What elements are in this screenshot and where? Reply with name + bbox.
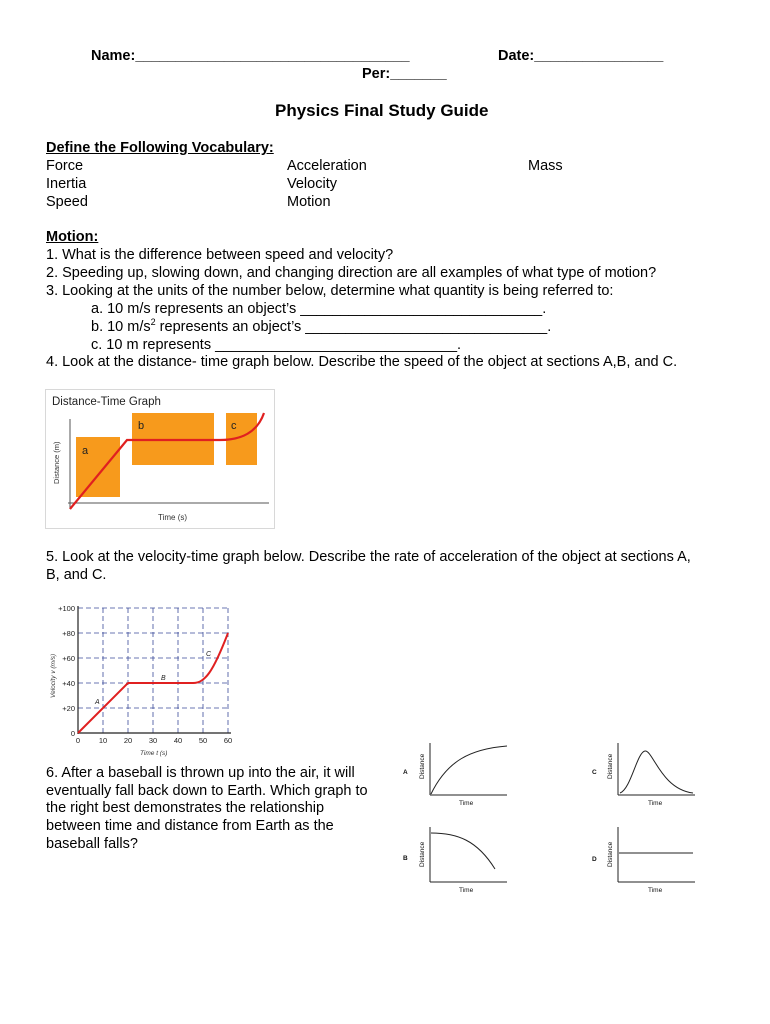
choice-graph-d (592, 827, 695, 894)
dt-label-a: a (82, 445, 89, 457)
period-field: Per:_______ (362, 66, 447, 82)
vocab-heading: Define the Following Vocabulary: (46, 140, 274, 156)
choice-graph-c (592, 743, 695, 807)
vt-x-tick: 50 (198, 736, 208, 745)
vt-x-tick: 60 (223, 736, 233, 745)
question-6-line: between time and distance from Earth as the (46, 818, 334, 834)
velocity-time-graph (45, 600, 237, 758)
vt-y-tick: +100 (58, 604, 75, 613)
question-3: 3. Looking at the units of the number below, determine what quantity is being referred to: (46, 283, 614, 299)
question-6-line: baseball falls? (46, 836, 138, 852)
question-5-line2: B, and C. (46, 567, 107, 583)
vt-label-a: A (95, 699, 100, 706)
vt-label-b: B (161, 675, 166, 682)
dt-label-b: b (138, 420, 145, 432)
choice-label-a: A (403, 769, 408, 776)
name-field: Name:__________________________________ (91, 48, 410, 64)
vt-x-tick: 20 (123, 736, 133, 745)
question-6-line: 6. After a baseball is thrown up into the air, it will (46, 765, 355, 781)
vt-x-tick: 40 (173, 736, 183, 745)
vt-y-tick: 0 (70, 729, 75, 738)
question-3c: c. 10 m represents ______________________________. (91, 337, 462, 353)
vt-y-tick: +60 (62, 654, 75, 663)
question-5-line1: 5. Look at the velocity-time graph below. Describe the rate of acceleration of the object at sections A, (46, 549, 691, 565)
vocab-col1-item: Speed (46, 194, 88, 210)
axis-y-label: Distance (419, 841, 426, 867)
choice-label-c: C (592, 769, 597, 776)
vt-x-label: Time t (s) (140, 750, 168, 757)
dt-x-label: Time (s) (158, 513, 188, 522)
axis-y-label: Distance (607, 841, 614, 867)
choice-label-b: B (403, 855, 408, 862)
vocab-col2-item: Motion (287, 194, 331, 210)
axis-x-label: Time (648, 887, 663, 894)
vocab-col1-item: Inertia (46, 176, 87, 192)
vt-x-tick: 30 (148, 736, 158, 745)
choice-label-d: D (592, 856, 597, 863)
axis-y-label: Distance (419, 753, 426, 779)
dt-graph-title: Distance-Time Graph (52, 396, 161, 408)
vocab-col2-item: Acceleration (287, 158, 367, 174)
axis-x-label: Time (459, 800, 474, 807)
question-2: 2. Speeding up, slowing down, and changing direction are all examples of what type of motion? (46, 265, 657, 281)
vocab-col3-item: Mass (528, 158, 563, 174)
axis-y-label: Distance (607, 753, 614, 779)
page-title: Physics Final Study Guide (275, 101, 489, 120)
question-6-line: the right best demonstrates the relationship (46, 800, 325, 816)
motion-heading: Motion: (46, 229, 99, 245)
vt-x-tick: 10 (98, 736, 108, 745)
vocab-col1-item: Force (46, 158, 84, 174)
question-3b: b. 10 $m/s^2$ represents an object’s ______________________________. (91, 317, 552, 335)
vt-y-tick: +20 (62, 704, 75, 713)
question-6-line: eventually fall back down to Earth. Which graph to (46, 783, 368, 799)
dt-y-label: Distance (m) (52, 441, 61, 484)
choice-graph-b (403, 827, 507, 894)
dt-label-c: c (231, 420, 237, 432)
vt-x-tick: 0 (75, 736, 81, 745)
vt-y-label: Velocity v (m/s) (50, 653, 57, 698)
vt-label-c: C (206, 651, 212, 658)
date-field: Date:________________ (498, 48, 664, 64)
question-1: 1. What is the difference between speed and velocity? (46, 247, 394, 263)
question-4: 4. Look at the distance- time graph below. Describe the speed of the object at sections A,B, and C. (46, 354, 678, 370)
axis-x-label: Time (459, 887, 474, 894)
axis-x-label: Time (648, 800, 663, 807)
vt-y-tick: +80 (62, 629, 75, 638)
choice-graphs (395, 735, 730, 905)
choice-graph-a (403, 743, 507, 807)
distance-time-graph (45, 389, 275, 529)
vocab-col2-item: Velocity (287, 176, 337, 192)
vt-y-tick: +40 (62, 679, 75, 688)
question-3a: a. 10 m/s represents an object’s ______________________________. (91, 301, 547, 317)
